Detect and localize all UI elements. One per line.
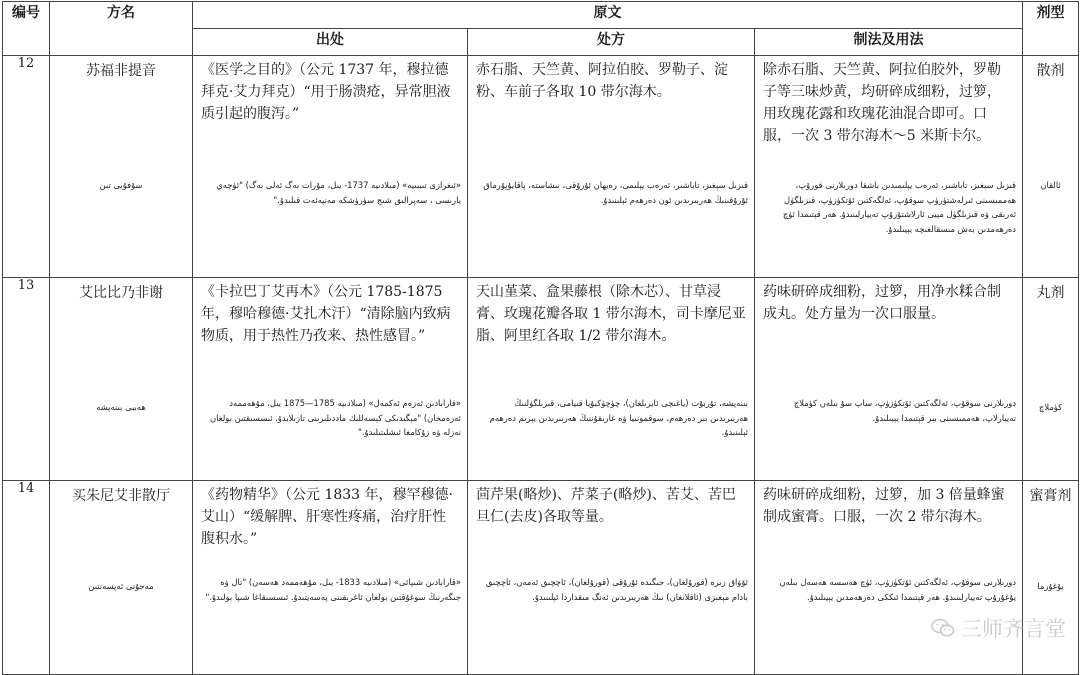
source-uyghur: «ئىغرازى تىببىيە» (مىلادىيە 1737- يىل، مۇرات بەگ ئەلى بەگ) "ئۈچەي يارىسى ، سەپرالىق شىج سۈرۈشكە مەنپەئەت قىلىدۇ." <box>216 180 461 205</box>
dosage-form-chinese: 散剂 <box>1036 63 1065 79</box>
header-source: 出处 <box>193 29 468 56</box>
dosage-form-cell <box>1023 481 1079 675</box>
formula-name-uyghur: سۇفۇيى تىن <box>99 180 143 190</box>
source-uyghur: «قارابادىن ئەزەم ئەكمەل» (مىلادىيە 1785—1875 يىل، مۇھەممەد ئەزەمخان) "مېگىدىكى كېسەللىك ماددىلىرىنى تازىلايدۇ. ئىسسىقتىن بولغان نەزلە ۋە زۇكامغا ئىشلىتىلىدۇ." <box>209 398 461 437</box>
prescription-uyghur: ئۆۋاق زىرە (قورۇلغان)، جىگىدە ئۇرۇقى (قورۇلغان)، ئاچچىق ئەمەن، ئاچچىق بادام مېغىزى (ئاقلانغان) نىڭ ھەربىرىدىن ئەنگ مىقداردا ئېلىنىدۇ. <box>485 577 748 602</box>
watermark <box>931 613 1066 643</box>
source-chinese: 《卡拉巴丁艾再木》（公元 1785-1875 年，穆哈穆德·艾扎木汗）“清除脑内致病物质，用于热性乃孜来、热性感冒。” <box>201 284 451 344</box>
method-uyghur: دورىلارنى سوقۇپ، ئەلگەكتىن ئۆتكۈزۈپ، ئۈچ ھەسسە ھەسەل بىلەن يۇغۇرۇپ تەييارلىنىدۇ. ھەر قېتىمدا ئىككى دەرھەمدىن يېيىلىدۇ. <box>779 577 1017 602</box>
formula-name-cell <box>50 56 193 278</box>
table-row <box>3 278 1079 481</box>
watermark-text: 三师齐言堂 <box>961 617 1066 641</box>
source-cell <box>193 56 468 278</box>
prescription-chinese: 茴芹果(略炒)、芹菜子(略炒)、苦艾、苦巴旦仁(去皮)各取等量。 <box>476 487 736 525</box>
header-formula-name: 方名 <box>50 2 193 56</box>
formula-name-cell <box>50 278 193 481</box>
dosage-form-chinese: 蜜膏剂 <box>1029 488 1072 504</box>
header-dosage-form: 剂型 <box>1023 2 1079 56</box>
formula-name-chinese: 买朱尼艾非散厅 <box>72 488 170 504</box>
dosage-form-uyghur: كۈملاچ <box>1038 402 1063 412</box>
row-number: 13 <box>3 278 50 481</box>
prescription-chinese: 赤石脂、天竺黄、阿拉伯胶、罗勒子、淀粉、车前子各取 10 带尔海木。 <box>476 62 728 100</box>
prescription-cell <box>468 278 755 481</box>
dosage-form-chinese: 丸剂 <box>1036 285 1065 301</box>
header-method-usage: 制法及用法 <box>755 29 1023 56</box>
method-cell <box>755 56 1023 278</box>
header-original-text: 原文 <box>193 2 1023 29</box>
dosage-form-cell <box>1023 56 1079 278</box>
table-row <box>3 481 1079 675</box>
row-number: 12 <box>3 56 50 278</box>
dosage-form-uyghur: ئالقان <box>1040 180 1061 190</box>
prescription-cell <box>468 56 755 278</box>
source-cell <box>193 481 468 675</box>
formula-name-chinese: 苏福非提音 <box>86 63 156 79</box>
dosage-form-cell <box>1023 278 1079 481</box>
wechat-logo-icon <box>931 618 955 638</box>
prescription-chinese: 天山堇菜、盒果藤根（除木芯）、甘草浸膏、玫瑰花瓣各取 1 带尔海木，司卡摩尼亚脂、阿里红各取 1/2 带尔海木。 <box>476 284 746 344</box>
prescription-uyghur: بىنەپشە، تۇربۇت (ياغىچى ئايرىلغان)، چۈچۈكبۇيا قىيامى، قىزىلگۈلنىڭ ھەربىرىدىن بىر دەرھەم، سوقمونىيا ۋە غارىقۇننىڭ ھەربىرىدىن يېرىم دەرھەم ئېلىنىدۇ. <box>489 398 748 437</box>
source-uyghur: «قارابادىن شىپائى» (مىلادىيە 1833- يىل، مۇھەممەد ھەسەن) "تال ۋە جىگەرنىڭ سوغۇقتىن بولغان ئاغرىقىنى پەسەيتىدۇ. ئىسسىقاغا شىپا بولىدۇ." <box>205 577 461 602</box>
row-number: 14 <box>3 481 50 675</box>
dosage-form-uyghur: يۇغۇرما <box>1037 581 1064 591</box>
formula-name-cell <box>50 481 193 675</box>
formula-name-chinese: 艾比比乃非谢 <box>79 285 163 301</box>
source-chinese: 《医学之目的》（公元 1737 年，穆拉德拜克·艾力拜克）“用于肠溃疮，异常胆液质引起的腹泻。” <box>201 62 451 122</box>
method-cell <box>755 481 1023 675</box>
header-number: 编号 <box>3 2 50 56</box>
source-cell <box>193 278 468 481</box>
formula-name-uyghur: ھەببى بىنەپشە <box>96 402 146 412</box>
source-chinese: 《药物精华》（公元 1833 年，穆罕穆德·艾山）“缓解脾、肝寒性疼痛，治疗肝性腹积水。” <box>201 487 453 547</box>
prescription-cell <box>468 481 755 675</box>
method-cell <box>755 278 1023 481</box>
method-chinese: 药味研碎成细粉，过箩，用净水糅合制成丸。处方量为一次口服量。 <box>763 284 1001 322</box>
formula-table <box>2 1 1079 675</box>
method-chinese: 药味研碎成细粉，过箩，加 3 倍量蜂蜜制成蜜膏。口服，一次 2 带尔海木。 <box>763 487 1005 525</box>
table-row <box>3 56 1079 278</box>
method-chinese: 除赤石脂、天竺黄、阿拉伯胶外，罗勒子等三味炒黄，均研碎成细粉，过箩，用玫瑰花露和玫瑰花油混合即可。口服，一次 3 带尔海木～5 米斯卡尔。 <box>763 62 1001 144</box>
header-prescription: 处方 <box>468 29 755 56</box>
method-uyghur: قىزىل سېغىز، تاباشىر، ئەرەب يېلىمىدىن باشقا دورىلارنى قورۇپ، ھەممىسىنى ئىرلەشتۈرۈپ سوقۇپ، ئەلگەكتىن ئۆتكۈزۈپ، قىزىلگۈل ئەرىقى ۋە قىزىلگۈل مېيى ئارلاشتۇرۇپ تەييارلىنىدۇ. ھەر قېتىمدا ئۈچ دەرھەمدىن بەش مىسقالغىچە يېيىلىدۇ. <box>782 180 1017 234</box>
method-uyghur: دورىلارنى سوقۇپ، ئەلگەكتىن ئۆتكۈزۈپ، ساپ سۇ بىلەن كۈملاچ تەييارلاپ، ھەممىسىنى بىر قېتىمدا يېيىلىدۇ. <box>793 398 1017 423</box>
formula-name-uyghur: مەجۇنى ئەپسەنتىن <box>88 581 154 591</box>
prescription-uyghur: قىزىل سېغىز، تاباشىر، ئەرەب يېلىمى، رەيھان ئۇرۇقى، نىشاستە، پاقايۇپۇرماق ئۇرۇقىنىڭ ھەربىرىدىن ئون دەرھەم ئېلىنىدۇ. <box>483 180 748 205</box>
